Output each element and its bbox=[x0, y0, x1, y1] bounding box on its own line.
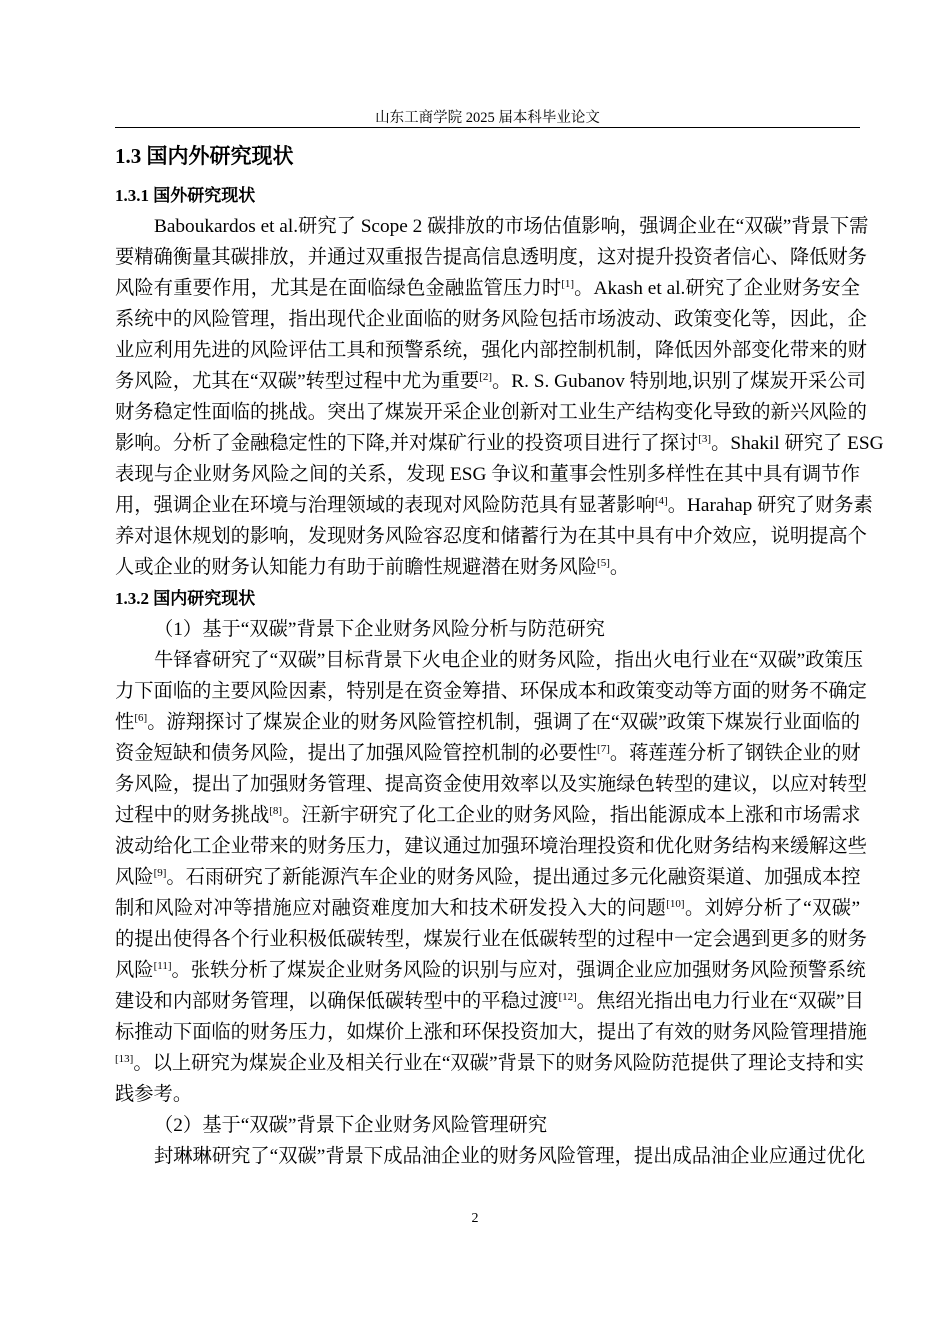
text-line bbox=[115, 862, 860, 893]
text-line bbox=[115, 521, 867, 552]
document-body bbox=[115, 138, 884, 1172]
text-run: 务风险，提出了加强财务管理、提高资金使用效率以及实施绿色转型的建议，以应对转型 bbox=[115, 774, 867, 795]
text-run: 表现与企业财务风险之间的关系，发现 ESG 争议和董事会性别多样性在其中具有调节作 bbox=[115, 464, 860, 485]
text-line bbox=[115, 955, 866, 986]
text-run: 风险 bbox=[115, 960, 154, 981]
citation-superscript: [2] bbox=[479, 371, 493, 383]
text-line bbox=[115, 242, 867, 273]
text-line bbox=[115, 304, 867, 335]
text-run: 财务稳定性面临的挑战。突出了煤炭开采企业创新对工业生产结构变化导致的新兴风险的 bbox=[115, 402, 867, 423]
text-run: 过程中的财务挑战 bbox=[115, 805, 270, 826]
subsection-heading: 1.3.2 国内研究现状 bbox=[115, 589, 256, 608]
citation-superscript: [7] bbox=[597, 743, 610, 755]
header-rule bbox=[115, 127, 860, 128]
text-run: Baboukardos et al.研究了 Scope 2 碳排放的市场估值影响，强调企业在“双碳”背景下需 bbox=[154, 216, 869, 237]
text-line bbox=[115, 273, 860, 304]
text-line bbox=[115, 397, 867, 428]
text-run: 。Harahap 研究了财务素 bbox=[667, 495, 873, 516]
text-run: 封琳琳研究了“双碳”背景下成品油企业的财务风险管理，提出成品油企业应通过优化 bbox=[154, 1146, 866, 1167]
text-line bbox=[115, 552, 860, 583]
text-run: 。Shakil 研究了 ESG bbox=[711, 433, 884, 454]
text-line bbox=[115, 738, 860, 769]
text-run: 建设和内部财务管理，以确保低碳转型中的平稳过渡 bbox=[115, 991, 559, 1012]
text-line bbox=[115, 1110, 860, 1141]
page-number: 2 bbox=[471, 1211, 479, 1226]
text-run: 。张轶分析了煤炭企业财务风险的识别与应对，强调企业应加强财务风险预警系统 bbox=[171, 960, 866, 981]
text-line bbox=[115, 366, 866, 397]
text-run: 影响。分析了金融稳定性的下降,并对煤矿行业的投资项目进行了探讨 bbox=[115, 433, 699, 454]
text-run: 务风险，尤其在“双碳”转型过程中尤为重要 bbox=[115, 371, 480, 392]
text-line bbox=[115, 1017, 867, 1048]
text-run: 资金短缺和债务风险，提出了加强风险管控机制的必要性 bbox=[115, 743, 598, 764]
text-run: 风险有重要作用，尤其是在面临绿色金融监管压力时 bbox=[115, 278, 562, 299]
text-run: （1）基于“双碳”背景下企业财务风险分析与防范研究 bbox=[154, 619, 605, 640]
text-line bbox=[115, 769, 867, 800]
text-line bbox=[115, 676, 867, 707]
text-run: 力下面临的主要风险因素，特别是在资金筹措、环保成本和政策变动等方面的财务不确定 bbox=[115, 681, 867, 702]
text-run: 。以上研究为煤炭企业及相关行业在“双碳”背景下的财务风险防范提供了理论支持和实 bbox=[133, 1053, 864, 1074]
text-line bbox=[115, 490, 873, 521]
citation-superscript: [10] bbox=[666, 898, 685, 910]
text-run: 风险 bbox=[115, 867, 154, 888]
text-run: 。焦绍光指出电力行业在“双碳”目 bbox=[576, 991, 864, 1012]
text-run: 。汪新宇研究了化工企业的财务风险，指出能源成本上涨和市场需求 bbox=[282, 805, 861, 826]
citation-superscript: [11] bbox=[153, 960, 172, 972]
text-line bbox=[115, 1141, 866, 1172]
text-run: 业应利用先进的风险评估工具和预警系统，强化内部控制机制，降低因外部变化带来的财 bbox=[115, 340, 867, 361]
citation-superscript: [4] bbox=[654, 495, 668, 507]
text-line bbox=[115, 893, 860, 924]
text-run: 。石雨研究了新能源汽车企业的财务风险，提出通过多元化融资渠道、加强成本控 bbox=[166, 867, 861, 888]
text-line bbox=[115, 707, 860, 738]
text-run: 系统中的风险管理，指出现代企业面临的财务风险包括市场波动、政策变化等，因此，企 bbox=[115, 309, 867, 330]
citation-superscript: [9] bbox=[153, 867, 167, 879]
text-run: 的提出使得各个行业积极低碳转型，煤炭行业在低碳转型的过程中一定会遇到更多的财务 bbox=[115, 929, 867, 950]
text-line bbox=[115, 924, 867, 955]
text-line bbox=[115, 335, 867, 366]
citation-superscript: [8] bbox=[269, 805, 283, 817]
text-run: 波动给化工企业带来的财务压力，建议通过加强环境治理投资和优化财务结构来缓解这些 bbox=[115, 836, 867, 857]
text-run: 。 bbox=[609, 557, 630, 578]
running-header: 山东工商学院 2025 届本科毕业论文 bbox=[375, 110, 600, 126]
citation-superscript: [3] bbox=[698, 433, 712, 445]
subsection-heading: 1.3.1 国外研究现状 bbox=[115, 186, 256, 205]
text-line bbox=[115, 986, 864, 1017]
text-run: （2）基于“双碳”背景下企业财务风险管理研究 bbox=[154, 1115, 548, 1136]
text-run: 践参考。 bbox=[115, 1084, 193, 1105]
section-heading: 1.3 国内外研究现状 bbox=[115, 144, 294, 168]
text-run: 牛铎睿研究了“双碳”目标背景下火电企业的财务风险，指出火电行业在“双碳”政策压 bbox=[154, 650, 864, 671]
text-run: 。蒋莲莲分析了钢铁企业的财 bbox=[609, 743, 861, 764]
text-line bbox=[115, 614, 860, 645]
text-line bbox=[115, 1048, 864, 1079]
citation-superscript: [13] bbox=[115, 1053, 134, 1065]
text-line bbox=[115, 459, 860, 490]
citation-superscript: [12] bbox=[558, 991, 577, 1003]
text-run: 。游翔探讨了煤炭企业的财务风险管控机制，强调了在“双碳”政策下煤炭行业面临的 bbox=[147, 712, 860, 733]
text-run: 要精确衡量其碳排放，并通过双重报告提高信息透明度，这对提升投资者信心、降低财务 bbox=[115, 247, 867, 268]
text-run: 。R. S. Gubanov 特别地,识别了煤炭开采公司 bbox=[492, 371, 866, 392]
text-run: 。刘婷分析了“双碳” bbox=[684, 898, 861, 919]
text-line bbox=[115, 1079, 860, 1110]
text-line bbox=[115, 645, 864, 676]
citation-superscript: [5] bbox=[597, 557, 610, 569]
text-run: 标推动下面临的财务压力，如煤价上涨和环保投资加大，提出了有效的财务风险管理措施 bbox=[115, 1022, 867, 1043]
text-run: 。Akash et al.研究了企业财务安全 bbox=[574, 278, 860, 299]
citation-superscript: [1] bbox=[561, 278, 575, 290]
text-run: 用，强调企业在环境与治理领域的表现对风险防范具有显著影响 bbox=[115, 495, 655, 516]
text-line bbox=[115, 800, 860, 831]
text-run: 养对退休规划的影响，发现财务风险容忍度和储蓄行为在其中具有中介效应，说明提高个 bbox=[115, 526, 867, 547]
text-line bbox=[115, 831, 867, 862]
citation-superscript: [6] bbox=[134, 712, 148, 724]
text-run: 性 bbox=[115, 712, 135, 733]
text-line bbox=[115, 211, 869, 242]
text-run: 人或企业的财务认知能力有助于前瞻性规避潜在财务风险 bbox=[115, 557, 598, 578]
text-line bbox=[115, 428, 884, 459]
text-run: 制和风险对冲等措施应对融资难度加大和技术研发投入大的问题 bbox=[115, 898, 667, 919]
